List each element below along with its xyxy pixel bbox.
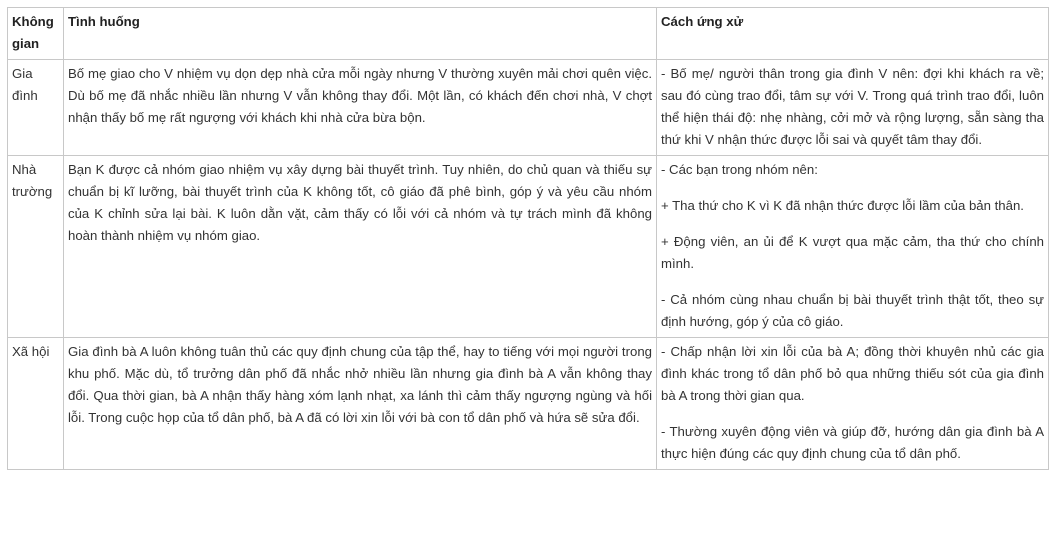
behavior-paragraph: - Thường xuyên động viên và giúp đỡ, hướng dân gia đình bà A thực hiện đúng các quy định chung của tổ dân phố.	[661, 424, 1044, 461]
header-situation: Tình huống	[64, 8, 657, 60]
situation-table	[7, 7, 1049, 470]
table-row	[8, 156, 1049, 338]
table-row	[8, 60, 1049, 156]
cell-situation: Gia đình bà A luôn không tuân thủ các quy định chung của tập thể, hay to tiếng với mọi người trong khu phố. Mặc dù, tổ trưởng dân phố đã nhắc nhở nhiều lần nhưng gia đình bà A vẫn không thay đổi. Qua thời gian, bà A nhận thấy hàng xóm lạnh nhạt, xa lánh thì cảm thấy ngượng ngùng và hối lỗi. Trong cuộc họp của tổ dân phố, bà A đã có lời xin lỗi với bà con tổ dân phố và hứa sẽ sửa đổi.	[64, 338, 657, 470]
header-behavior: Cách ứng xử	[657, 8, 1049, 60]
cell-space: Gia đình	[8, 60, 64, 156]
cell-behavior	[657, 156, 1049, 338]
behavior-paragraph: - Bố mẹ/ người thân trong gia đình V nên: đợi khi khách ra về; sau đó cùng trao đổi, tâm sự với V. Trong quá trình trao đổi, luôn thể hiện thái độ: nhẹ nhàng, cởi mở và rộng lượng, sẵn sàng tha thứ khi V nhận thức được lỗi sai và quyết tâm thay đổi.	[661, 66, 1044, 147]
behavior-paragraph: + Tha thứ cho K vì K đã nhận thức được lỗi lầm của bản thân.	[661, 198, 1024, 213]
header-space: Không gian	[8, 8, 64, 60]
cell-behavior	[657, 60, 1049, 156]
cell-space: Nhà trường	[8, 156, 64, 338]
behavior-paragraph: + Động viên, an ủi để K vượt qua mặc cảm, tha thứ cho chính mình.	[661, 234, 1044, 271]
behavior-paragraph: - Cả nhóm cùng nhau chuẩn bị bài thuyết trình thật tốt, theo sự định hướng, góp ý của cô giáo.	[661, 292, 1044, 329]
behavior-paragraph: - Các bạn trong nhóm nên:	[661, 162, 818, 177]
document	[7, 7, 1048, 470]
table-header-row	[8, 8, 1049, 60]
behavior-paragraph: - Chấp nhận lời xin lỗi của bà A; đồng thời khuyên nhủ các gia đình khác trong tổ dân phố bỏ qua những thiếu sót của gia đình bà A trong thời gian qua.	[661, 344, 1044, 403]
cell-behavior	[657, 338, 1049, 470]
cell-space: Xã hội	[8, 338, 64, 470]
cell-situation: Bạn K được cả nhóm giao nhiệm vụ xây dựng bài thuyết trình. Tuy nhiên, do chủ quan và thiếu sự chuẩn bị kĩ lưỡng, bài thuyết trình của K không tốt, cô giáo đã phê bình, góp ý và yêu cầu nhóm của K chỉnh sửa lại bài. K luôn dằn vặt, cảm thấy có lỗi với cả nhóm và tự trách mình đã không hoàn thành nhiệm vụ nhóm giao.	[64, 156, 657, 338]
table-row	[8, 338, 1049, 470]
cell-situation: Bố mẹ giao cho V nhiệm vụ dọn dẹp nhà cửa mỗi ngày nhưng V thường xuyên mải chơi quên việc. Dù bố mẹ đã nhắc nhiều lần nhưng V vẫn không thay đổi. Một lần, có khách đến chơi nhà, V chợt nhận thấy bố mẹ rất ngượng với khách khi nhà cửa bừa bộn.	[64, 60, 657, 156]
